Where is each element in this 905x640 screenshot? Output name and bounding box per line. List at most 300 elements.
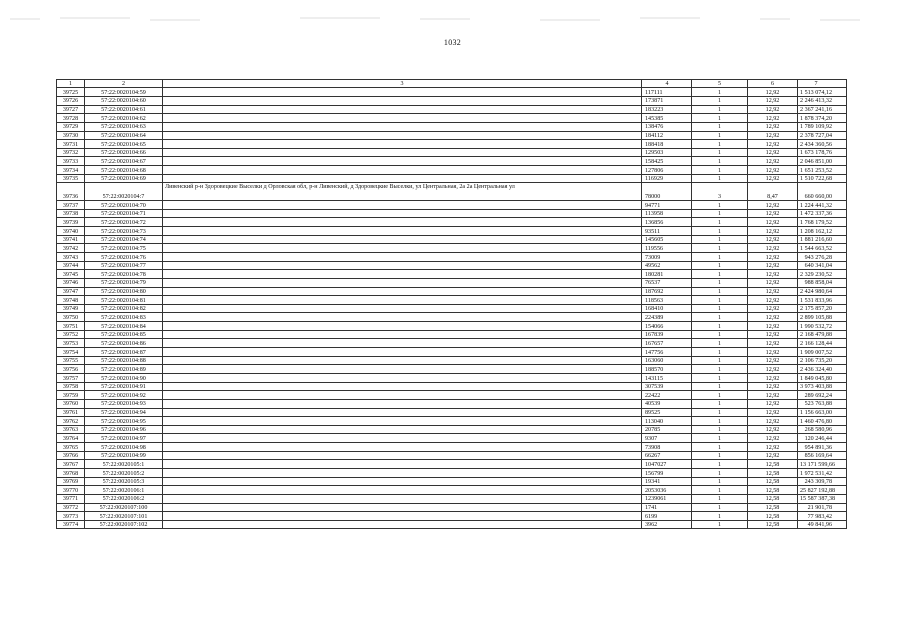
cell-row-number: 39772 xyxy=(57,503,85,512)
cell-cadastral-number: 57:22:0020104:79 xyxy=(85,278,163,287)
cell-address xyxy=(163,131,642,140)
cell-rate: 12,58 xyxy=(748,460,798,469)
column-header-7: 7 xyxy=(798,80,847,88)
cell-rate: 12,92 xyxy=(748,252,798,261)
cell-address xyxy=(163,209,642,218)
cell-rate: 12,92 xyxy=(748,96,798,105)
cell-value: 660 660,00 xyxy=(798,183,847,201)
cell-row-number: 39747 xyxy=(57,287,85,296)
cell-value: 120 246,44 xyxy=(798,434,847,443)
cell-cadastral-number: 57:22:0020104:94 xyxy=(85,408,163,417)
cell-address xyxy=(163,443,642,452)
cell-value: 1 208 162,12 xyxy=(798,227,847,236)
cell-address xyxy=(163,157,642,166)
cell-address xyxy=(163,348,642,357)
cell-area: 307539 xyxy=(642,382,692,391)
table-row xyxy=(57,244,847,253)
cell-row-number: 39771 xyxy=(57,494,85,503)
cell-area: 167839 xyxy=(642,330,692,339)
cell-row-number: 39755 xyxy=(57,356,85,365)
cell-area: 113958 xyxy=(642,209,692,218)
cell-rate: 12,58 xyxy=(748,494,798,503)
cell-area: 93511 xyxy=(642,227,692,236)
cell-row-number: 39757 xyxy=(57,373,85,382)
cell-area: 1047027 xyxy=(642,460,692,469)
cell-area: 19341 xyxy=(642,477,692,486)
cell-rate: 12,92 xyxy=(748,201,798,210)
cell-value: 49 841,96 xyxy=(798,520,847,529)
cell-row-number: 39768 xyxy=(57,469,85,478)
table-row xyxy=(57,122,847,131)
table-row xyxy=(57,443,847,452)
cell-area: 9307 xyxy=(642,434,692,443)
cell-rate: 12,92 xyxy=(748,417,798,426)
cell-count: 1 xyxy=(692,494,748,503)
cell-rate: 12,92 xyxy=(748,425,798,434)
cell-cadastral-number: 57:22:0020104:95 xyxy=(85,417,163,426)
cell-area: 154066 xyxy=(642,322,692,331)
cell-value: 268 580,96 xyxy=(798,425,847,434)
cell-value: 1 849 045,80 xyxy=(798,373,847,382)
cell-value: 2 106 735,20 xyxy=(798,356,847,365)
cell-area: 127806 xyxy=(642,166,692,175)
cell-area: 117111 xyxy=(642,88,692,97)
cell-value: 2 166 128,44 xyxy=(798,339,847,348)
cell-row-number: 39744 xyxy=(57,261,85,270)
cell-row-number: 39761 xyxy=(57,408,85,417)
cell-cadastral-number: 57:22:0020106:1 xyxy=(85,486,163,495)
cell-cadastral-number: 57:22:0020104:68 xyxy=(85,166,163,175)
cell-count: 1 xyxy=(692,330,748,339)
cell-cadastral-number: 57:22:0020107:102 xyxy=(85,520,163,529)
cell-rate: 12,92 xyxy=(748,88,798,97)
cell-cadastral-number: 57:22:0020104:77 xyxy=(85,261,163,270)
cell-value: 2 899 105,88 xyxy=(798,313,847,322)
cell-rate: 12,58 xyxy=(748,477,798,486)
table-row xyxy=(57,296,847,305)
cell-value: 1 510 722,68 xyxy=(798,174,847,183)
cell-rate: 12,58 xyxy=(748,520,798,529)
cell-address xyxy=(163,512,642,521)
cell-value: 2 434 360,56 xyxy=(798,140,847,149)
cell-cadastral-number: 57:22:0020105:1 xyxy=(85,460,163,469)
cell-row-number: 39739 xyxy=(57,218,85,227)
cell-rate: 12,92 xyxy=(748,244,798,253)
cell-cadastral-number: 57:22:0020105:3 xyxy=(85,477,163,486)
cell-count: 1 xyxy=(692,486,748,495)
cell-count: 1 xyxy=(692,365,748,374)
table-row xyxy=(57,201,847,210)
cell-count: 1 xyxy=(692,96,748,105)
cell-address xyxy=(163,287,642,296)
cell-row-number: 39770 xyxy=(57,486,85,495)
table-row xyxy=(57,330,847,339)
cell-cadastral-number: 57:22:0020104:91 xyxy=(85,382,163,391)
register-table xyxy=(56,79,847,529)
cell-row-number: 39728 xyxy=(57,114,85,123)
cell-value: 1 878 374,20 xyxy=(798,114,847,123)
cell-value: 21 901,78 xyxy=(798,503,847,512)
cell-area: 145385 xyxy=(642,114,692,123)
cell-area: 1239061 xyxy=(642,494,692,503)
cell-address xyxy=(163,373,642,382)
cell-cadastral-number: 57:22:0020104:76 xyxy=(85,252,163,261)
cell-cadastral-number: 57:22:0020107:101 xyxy=(85,512,163,521)
cell-value: 1 881 216,60 xyxy=(798,235,847,244)
cell-value: 640 341,04 xyxy=(798,261,847,270)
cell-address xyxy=(163,270,642,279)
cell-address xyxy=(163,408,642,417)
cell-row-number: 39765 xyxy=(57,443,85,452)
cell-value: 1 156 663,00 xyxy=(798,408,847,417)
cell-count: 1 xyxy=(692,244,748,253)
cell-rate: 12,92 xyxy=(748,443,798,452)
table-row xyxy=(57,348,847,357)
cell-area: 78000 xyxy=(642,183,692,201)
cell-row-number: 39773 xyxy=(57,512,85,521)
cell-cadastral-number: 57:22:0020104:99 xyxy=(85,451,163,460)
cell-address xyxy=(163,227,642,236)
cell-value: 1 472 337,36 xyxy=(798,209,847,218)
cell-area: 20785 xyxy=(642,425,692,434)
cell-rate: 12,58 xyxy=(748,512,798,521)
table-row xyxy=(57,114,847,123)
cell-area: 40539 xyxy=(642,399,692,408)
cell-row-number: 39762 xyxy=(57,417,85,426)
cell-count: 1 xyxy=(692,166,748,175)
cell-area: 168410 xyxy=(642,304,692,313)
cell-value: 1 909 007,52 xyxy=(798,348,847,357)
cell-value: 3 973 403,88 xyxy=(798,382,847,391)
cell-row-number: 39733 xyxy=(57,157,85,166)
cell-count: 1 xyxy=(692,157,748,166)
cell-address xyxy=(163,399,642,408)
cell-count: 1 xyxy=(692,382,748,391)
cell-address xyxy=(163,520,642,529)
cell-address xyxy=(163,235,642,244)
cell-row-number: 39763 xyxy=(57,425,85,434)
cell-rate: 12,92 xyxy=(748,261,798,270)
cell-count: 1 xyxy=(692,261,748,270)
cell-count: 1 xyxy=(692,434,748,443)
cell-value: 1 531 833,96 xyxy=(798,296,847,305)
cell-address xyxy=(163,451,642,460)
cell-area: 1741 xyxy=(642,503,692,512)
table-row xyxy=(57,322,847,331)
cell-address xyxy=(163,391,642,400)
cell-area: 2053036 xyxy=(642,486,692,495)
cell-row-number: 39735 xyxy=(57,174,85,183)
cell-value: 25 827 192,88 xyxy=(798,486,847,495)
cell-area: 6199 xyxy=(642,512,692,521)
cell-value: 1 544 663,52 xyxy=(798,244,847,253)
table-row xyxy=(57,209,847,218)
cell-area: 188570 xyxy=(642,365,692,374)
cell-value: 2 246 413,32 xyxy=(798,96,847,105)
cell-cadastral-number: 57:22:0020104:64 xyxy=(85,131,163,140)
cell-area: 224389 xyxy=(642,313,692,322)
cell-rate: 12,92 xyxy=(748,122,798,131)
cell-address xyxy=(163,339,642,348)
cell-value: 954 891,36 xyxy=(798,443,847,452)
cell-row-number: 39732 xyxy=(57,148,85,157)
cell-address xyxy=(163,278,642,287)
cell-rate: 12,92 xyxy=(748,391,798,400)
cell-count: 1 xyxy=(692,227,748,236)
cell-rate: 12,92 xyxy=(748,339,798,348)
column-header-1: 1 xyxy=(57,80,85,88)
cell-cadastral-number: 57:22:0020104:59 xyxy=(85,88,163,97)
cell-row-number: 39727 xyxy=(57,105,85,114)
cell-value: 15 587 387,38 xyxy=(798,494,847,503)
cell-cadastral-number: 57:22:0020104:96 xyxy=(85,425,163,434)
cell-cadastral-number: 57:22:0020104:90 xyxy=(85,373,163,382)
cell-cadastral-number: 57:22:0020104:88 xyxy=(85,356,163,365)
cell-area: 113040 xyxy=(642,417,692,426)
table-row xyxy=(57,417,847,426)
cell-count: 1 xyxy=(692,114,748,123)
table-row xyxy=(57,140,847,149)
cell-address xyxy=(163,148,642,157)
table-row xyxy=(57,131,847,140)
cell-cadastral-number: 57:22:0020104:92 xyxy=(85,391,163,400)
table-row xyxy=(57,278,847,287)
cell-count: 1 xyxy=(692,503,748,512)
cell-cadastral-number: 57:22:0020104:70 xyxy=(85,201,163,210)
cell-cadastral-number: 57:22:0020104:89 xyxy=(85,365,163,374)
cell-address xyxy=(163,96,642,105)
cell-count: 1 xyxy=(692,218,748,227)
cell-row-number: 39729 xyxy=(57,122,85,131)
cell-cadastral-number: 57:22:0020104:83 xyxy=(85,313,163,322)
table-row xyxy=(57,391,847,400)
cell-area: 76537 xyxy=(642,278,692,287)
cell-cadastral-number: 57:22:0020104:60 xyxy=(85,96,163,105)
cell-area: 119556 xyxy=(642,244,692,253)
cell-row-number: 39742 xyxy=(57,244,85,253)
cell-row-number: 39741 xyxy=(57,235,85,244)
cell-cadastral-number: 57:22:0020104:72 xyxy=(85,218,163,227)
table-row xyxy=(57,503,847,512)
cell-value: 1 768 179,52 xyxy=(798,218,847,227)
cell-count: 1 xyxy=(692,373,748,382)
cell-area: 73908 xyxy=(642,443,692,452)
cell-count: 1 xyxy=(692,287,748,296)
table-row xyxy=(57,105,847,114)
cell-count: 1 xyxy=(692,313,748,322)
cell-cadastral-number: 57:22:0020104:78 xyxy=(85,270,163,279)
table-row xyxy=(57,512,847,521)
cell-address xyxy=(163,105,642,114)
cell-cadastral-number: 57:22:0020104:66 xyxy=(85,148,163,157)
table-row xyxy=(57,157,847,166)
cell-row-number: 39769 xyxy=(57,477,85,486)
cell-rate: 12,92 xyxy=(748,434,798,443)
cell-cadastral-number: 57:22:0020104:69 xyxy=(85,174,163,183)
cell-rate: 12,92 xyxy=(748,365,798,374)
cell-rate: 12,92 xyxy=(748,399,798,408)
cell-rate: 12,92 xyxy=(748,348,798,357)
cell-area: 156799 xyxy=(642,469,692,478)
cell-count: 1 xyxy=(692,408,748,417)
table-row xyxy=(57,399,847,408)
cell-cadastral-number: 57:22:0020104:86 xyxy=(85,339,163,348)
cell-value: 943 276,28 xyxy=(798,252,847,261)
cell-address xyxy=(163,322,642,331)
cell-area: 163060 xyxy=(642,356,692,365)
cell-area: 158425 xyxy=(642,157,692,166)
table-row xyxy=(57,460,847,469)
cell-row-number: 39764 xyxy=(57,434,85,443)
cell-address xyxy=(163,304,642,313)
cell-area: 136856 xyxy=(642,218,692,227)
cell-value: 856 169,64 xyxy=(798,451,847,460)
cell-row-number: 39730 xyxy=(57,131,85,140)
cell-rate: 12,58 xyxy=(748,486,798,495)
cell-count: 1 xyxy=(692,322,748,331)
cell-count: 1 xyxy=(692,399,748,408)
cell-rate: 12,92 xyxy=(748,166,798,175)
cell-rate: 12,92 xyxy=(748,270,798,279)
cell-rate: 12,92 xyxy=(748,114,798,123)
cell-address xyxy=(163,313,642,322)
table-row xyxy=(57,148,847,157)
table-row xyxy=(57,252,847,261)
cell-area: 183223 xyxy=(642,105,692,114)
cell-count: 3 xyxy=(692,183,748,201)
cell-address xyxy=(163,122,642,131)
cell-area: 147756 xyxy=(642,348,692,357)
cell-address xyxy=(163,460,642,469)
cell-value: 1 972 531,42 xyxy=(798,469,847,478)
cell-rate: 12,92 xyxy=(748,140,798,149)
table-row xyxy=(57,287,847,296)
cell-address: Ливенский р-н Здоровецкие Выселки д Орловская обл, р-н Ливенский, д Здоровецкие Выселки, ул Центральная, 2а 2а Центральная ул xyxy=(163,183,642,201)
cell-address xyxy=(163,88,642,97)
cell-area: 66267 xyxy=(642,451,692,460)
cell-row-number: 39748 xyxy=(57,296,85,305)
cell-row-number: 39750 xyxy=(57,313,85,322)
cell-cadastral-number: 57:22:0020104:93 xyxy=(85,399,163,408)
cell-count: 1 xyxy=(692,201,748,210)
cell-area: 118563 xyxy=(642,296,692,305)
cell-row-number: 39745 xyxy=(57,270,85,279)
cell-rate: 12,92 xyxy=(748,148,798,157)
cell-rate: 12,92 xyxy=(748,313,798,322)
cell-value: 2 378 727,04 xyxy=(798,131,847,140)
cell-area: 167657 xyxy=(642,339,692,348)
cell-row-number: 39743 xyxy=(57,252,85,261)
cell-rate: 12,92 xyxy=(748,373,798,382)
cell-area: 187692 xyxy=(642,287,692,296)
table-row xyxy=(57,469,847,478)
cell-row-number: 39752 xyxy=(57,330,85,339)
cell-rate: 12,92 xyxy=(748,105,798,114)
cell-value: 2 175 857,20 xyxy=(798,304,847,313)
cell-value: 1 673 178,76 xyxy=(798,148,847,157)
header-row xyxy=(57,80,847,88)
table-row xyxy=(57,477,847,486)
cell-rate: 12,92 xyxy=(748,451,798,460)
cell-row-number: 39736 xyxy=(57,183,85,201)
cell-count: 1 xyxy=(692,209,748,218)
table-row xyxy=(57,373,847,382)
cell-cadastral-number: 57:22:0020104:74 xyxy=(85,235,163,244)
cell-count: 1 xyxy=(692,417,748,426)
cell-rate: 12,92 xyxy=(748,356,798,365)
cell-rate: 12,92 xyxy=(748,382,798,391)
cell-row-number: 39731 xyxy=(57,140,85,149)
cell-address xyxy=(163,434,642,443)
table-row xyxy=(57,304,847,313)
cell-value: 2 168 479,88 xyxy=(798,330,847,339)
cell-address xyxy=(163,140,642,149)
cell-cadastral-number: 57:22:0020104:81 xyxy=(85,296,163,305)
cell-count: 1 xyxy=(692,460,748,469)
cell-value: 1 651 253,52 xyxy=(798,166,847,175)
cell-area: 89525 xyxy=(642,408,692,417)
cell-row-number: 39746 xyxy=(57,278,85,287)
table-row xyxy=(57,88,847,97)
cell-value: 2 424 980,64 xyxy=(798,287,847,296)
cell-row-number: 39758 xyxy=(57,382,85,391)
cell-area: 138476 xyxy=(642,122,692,131)
cell-rate: 12,92 xyxy=(748,157,798,166)
cell-row-number: 39726 xyxy=(57,96,85,105)
cell-row-number: 39751 xyxy=(57,322,85,331)
cell-cadastral-number: 57:22:0020104:87 xyxy=(85,348,163,357)
cell-rate: 12,58 xyxy=(748,469,798,478)
cell-count: 1 xyxy=(692,296,748,305)
column-header-2: 2 xyxy=(85,80,163,88)
cell-rate: 12,92 xyxy=(748,227,798,236)
cell-address xyxy=(163,365,642,374)
table-row xyxy=(57,227,847,236)
cell-area: 129503 xyxy=(642,148,692,157)
cell-rate: 8,47 xyxy=(748,183,798,201)
cell-cadastral-number: 57:22:0020104:98 xyxy=(85,443,163,452)
cell-count: 1 xyxy=(692,391,748,400)
table-row xyxy=(57,520,847,529)
table-row xyxy=(57,313,847,322)
cell-address xyxy=(163,356,642,365)
cell-area: 94771 xyxy=(642,201,692,210)
cell-area: 143115 xyxy=(642,373,692,382)
cell-value: 243 309,78 xyxy=(798,477,847,486)
cell-row-number: 39740 xyxy=(57,227,85,236)
cell-row-number: 39734 xyxy=(57,166,85,175)
cell-row-number: 39737 xyxy=(57,201,85,210)
table-row xyxy=(57,261,847,270)
cell-cadastral-number: 57:22:0020104:85 xyxy=(85,330,163,339)
table-row xyxy=(57,235,847,244)
cell-area: 49562 xyxy=(642,261,692,270)
cell-cadastral-number: 57:22:0020104:84 xyxy=(85,322,163,331)
table-row xyxy=(57,356,847,365)
cell-count: 1 xyxy=(692,425,748,434)
cell-value: 2 329 230,52 xyxy=(798,270,847,279)
cell-address xyxy=(163,244,642,253)
cell-row-number: 39759 xyxy=(57,391,85,400)
cell-cadastral-number: 57:22:0020105:2 xyxy=(85,469,163,478)
table-row xyxy=(57,451,847,460)
cell-address xyxy=(163,330,642,339)
cell-value: 2 436 324,40 xyxy=(798,365,847,374)
cell-count: 1 xyxy=(692,520,748,529)
cell-count: 1 xyxy=(692,356,748,365)
cell-rate: 12,58 xyxy=(748,503,798,512)
table-row xyxy=(57,96,847,105)
